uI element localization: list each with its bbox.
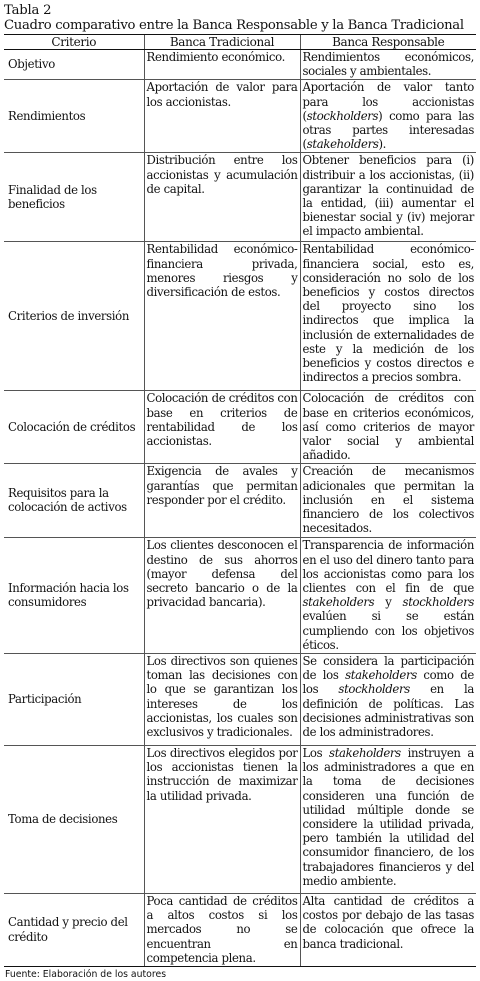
criterio-cell: Rendimientos [4, 80, 144, 153]
header-banca-responsable: Banca Responsable [300, 35, 476, 50]
header-row [4, 35, 476, 50]
table-row [4, 242, 476, 391]
criterio-cell: Objetivo [4, 50, 144, 80]
table-title: Cuadro comparativo entre la Banca Responsable y la Banca Tradicional [4, 18, 464, 33]
tradicional-cell: Los directivos elegidos por los accionistas tienen la instrucción de maximizar la utilidad privada. [144, 746, 300, 894]
header-criterio: Criterio [4, 35, 144, 50]
comparison-table [4, 34, 476, 967]
tradicional-cell: Distribución entre los accionistas y acumulación de capital. [144, 153, 300, 242]
tradicional-cell: Colocación de créditos con base en criterios de rentabilidad de los accionistas. [144, 391, 300, 464]
criterio-cell: Requisitos para la colocación de activos [4, 464, 144, 538]
table-row [4, 80, 476, 153]
tradicional-cell: Rendimiento económico. [144, 50, 300, 80]
responsable-cell: Alta cantidad de créditos a costos por debajo de las tasas de colocación que ofrece la banca tradicional. [300, 894, 476, 967]
responsable-cell: Colocación de créditos con base en criterios económicos, así como criterios de mayor valor social y ambiental añadido. [300, 391, 476, 464]
table-row [4, 654, 476, 746]
criterio-cell: Participación [4, 654, 144, 746]
tradicional-cell: Exigencia de avales y garantías que permitan responder por el crédito. [144, 464, 300, 538]
responsable-cell: Se considera la participación de los stakeholders como de los stockholders en la definición de políticas. Las decisiones administrativas son de los administradores. [300, 654, 476, 746]
table-row [4, 50, 476, 80]
criterio-cell: Criterios de inversión [4, 242, 144, 391]
source-note: Fuente: Elaboración de los autores [5, 969, 167, 981]
criterio-cell: Colocación de créditos [4, 391, 144, 464]
tradicional-cell: Aportación de valor para los accionistas. [144, 80, 300, 153]
responsable-cell: Rendimientos económicos, sociales y ambientales. [300, 50, 476, 80]
criterio-cell: Cantidad y precio del crédito [4, 894, 144, 967]
tradicional-cell: Poca cantidad de créditos a altos costos si los mercados no se encuentran en competencia plena. [144, 894, 300, 967]
table-row [4, 153, 476, 242]
tradicional-cell: Los clientes desconocen el destino de sus ahorros (mayor defensa del secreto bancario o de la privacidad bancaria). [144, 538, 300, 654]
table-row [4, 746, 476, 894]
responsable-cell: Transparencia de información en el uso del dinero tanto para los accionistas como para los clientes con el fin de que stakeholders y stockholders evalúen si se están cumpliendo con los objetivos éticos. [300, 538, 476, 654]
responsable-cell: Aportación de valor tanto para los accionistas (stockholders) como para las otras partes interesadas (stakeholders). [300, 80, 476, 153]
responsable-cell: Obtener beneficios para (i) distribuir a los accionistas, (ii) garantizar la continuidad de la entidad, (iii) aumentar el bienestar social y (iv) mejorar el impacto ambiental. [300, 153, 476, 242]
responsable-cell: Rentabilidad económico-financiera social, esto es, consideración no solo de los beneficios y costos directos del proyecto sino los indirectos que implica la inclusión de externalidades de este y la medición de los beneficios y costos directos e indirectos a precios sombra. [300, 242, 476, 391]
table-number: Tabla 2 [4, 3, 52, 18]
criterio-cell: Información hacia los consumidores [4, 538, 144, 654]
criterio-cell: Finalidad de los beneficios [4, 153, 144, 242]
table-row [4, 538, 476, 654]
table-row [4, 391, 476, 464]
table-row [4, 464, 476, 538]
responsable-cell: Creación de mecanismos adicionales que permitan la inclusión en el sistema financiero de los colectivos necesitados. [300, 464, 476, 538]
table-row [4, 894, 476, 967]
tradicional-cell: Los directivos son quienes toman las decisiones con lo que se garantizan los intereses de los accionistas, los cuales son exclusivos y tradicionales. [144, 654, 300, 746]
header-banca-tradicional: Banca Tradicional [144, 35, 300, 50]
tradicional-cell: Rentabilidad económico-financiera privada, menores riesgos y diversificación de estos. [144, 242, 300, 391]
criterio-cell: Toma de decisiones [4, 746, 144, 894]
responsable-cell: Los stakeholders instruyen a los administradores a que en la toma de decisiones consideren una función de utilidad múltiple donde se considere la utilidad privada, pero también la utilidad del consumidor financiero, de los trabajadores financieros y del medio ambiente. [300, 746, 476, 894]
